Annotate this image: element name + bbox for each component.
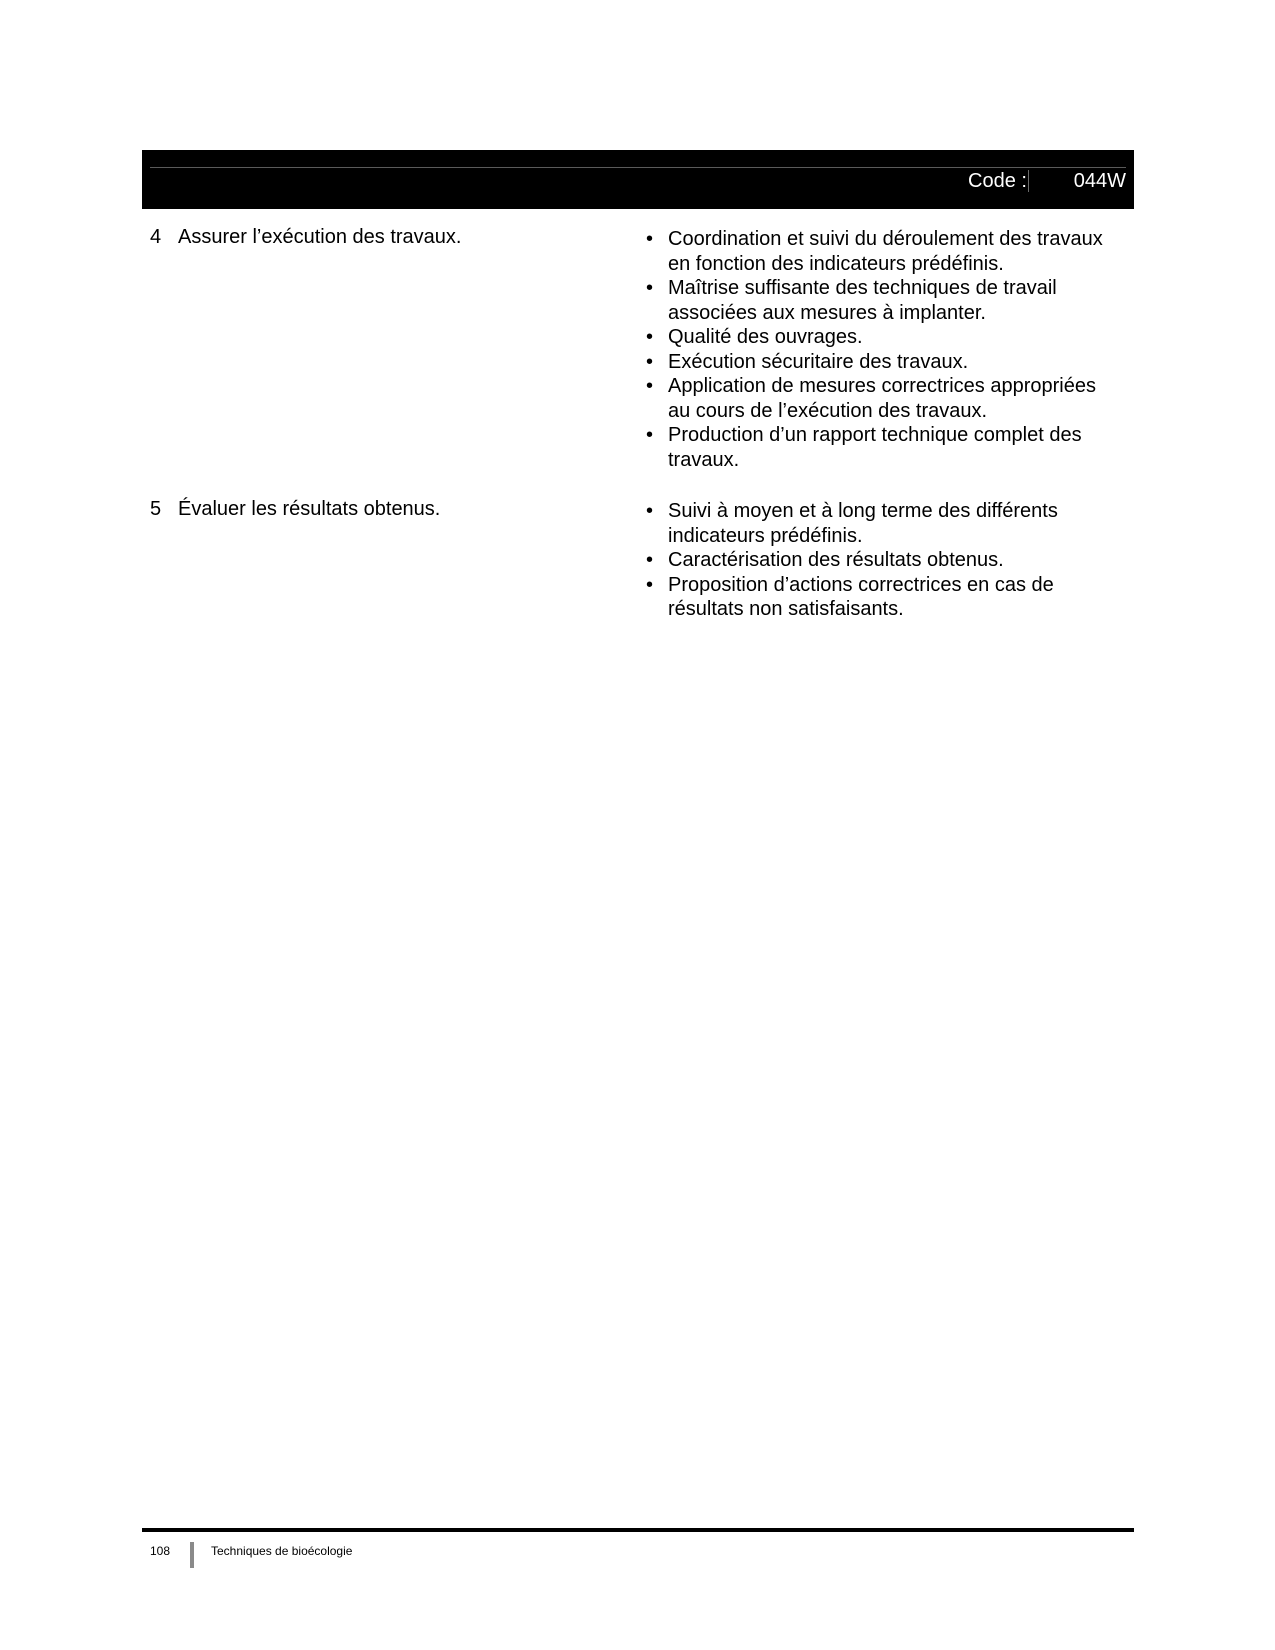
criteria-item: • Caractérisation des résultats obtenus.	[646, 549, 1004, 571]
bullet-icon: •	[646, 549, 654, 571]
performance-criteria-list	[642, 227, 1122, 472]
element-statement	[150, 497, 440, 521]
bullet-icon: •	[646, 228, 654, 250]
criteria-item: • Qualité des ouvrages.	[646, 326, 863, 348]
bullet-icon: •	[646, 375, 654, 397]
bullet-icon: •	[646, 350, 654, 373]
criteria-item: • Proposition d’actions correctrices en cas de résultats non satisfaisants.	[646, 573, 1054, 620]
bullet-icon: •	[646, 500, 654, 522]
element-number: 4	[150, 226, 162, 248]
header-rule	[150, 167, 1126, 168]
criteria-item: • Suivi à moyen et à long terme des différents indicateurs prédéfinis.	[646, 500, 1058, 547]
criteria-item: • Coordination et suivi du déroulement des travaux en fonction des indicateurs prédéfinis.	[646, 228, 1103, 275]
element-statement	[150, 225, 461, 249]
bullet-icon: •	[646, 326, 654, 348]
criteria-item: • Exécution sécuritaire des travaux.	[646, 350, 969, 373]
criteria-item: • Maîtrise suffisante des techniques de travail associées aux mesures à implanter.	[646, 277, 1057, 324]
document-title: Techniques de bioécologie	[211, 1544, 353, 1558]
element-text: Évaluer les résultats obtenus.	[178, 498, 441, 520]
code-label: Code :	[968, 170, 1027, 192]
criteria-item: • Application de mesures correctrices appropriées au cours de l’exécution des travaux.	[646, 375, 1096, 422]
bullet-icon: •	[646, 277, 654, 299]
footer-rule	[142, 1528, 1134, 1532]
footer-separator	[190, 1542, 194, 1568]
header-divider	[1028, 170, 1029, 192]
competency-header-bar	[142, 150, 1134, 209]
bullet-icon: •	[646, 424, 654, 446]
performance-criteria-list	[642, 499, 1122, 622]
code-value: 044W	[1073, 170, 1126, 192]
page-number: 108	[150, 1544, 171, 1558]
element-number: 5	[150, 498, 162, 520]
criteria-item: • Production d’un rapport technique complet des travaux.	[646, 424, 1082, 471]
bullet-icon: •	[646, 573, 654, 596]
element-text: Assurer l’exécution des travaux.	[178, 226, 462, 248]
